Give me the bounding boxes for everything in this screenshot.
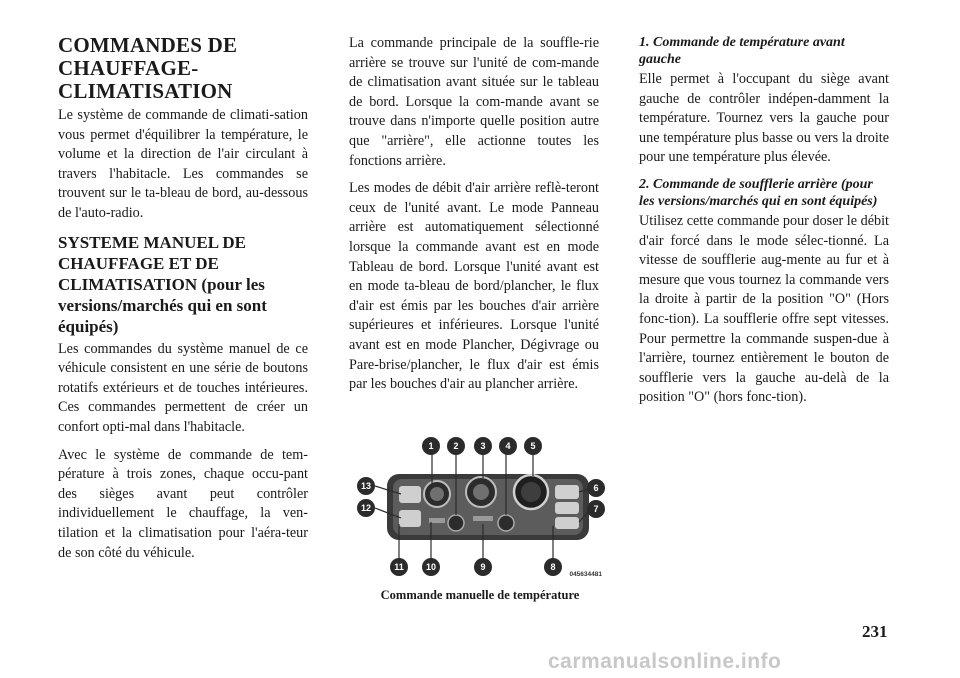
- right-seat-heat-button: [555, 485, 579, 499]
- ac-button: [555, 517, 579, 529]
- left-temp-knob-center: [430, 487, 444, 501]
- callout-7: [587, 500, 605, 518]
- panel-label-rear-control: [473, 516, 493, 521]
- column-left: [58, 34, 308, 571]
- column-middle: [349, 34, 599, 403]
- climate-control-figure: [349, 436, 611, 584]
- section-title: COMMANDES DE CHAUFFAGE-CLIMATISATION: [58, 33, 238, 103]
- left-mode-button: [399, 510, 421, 527]
- callout-6: [587, 479, 605, 497]
- column-right: [639, 34, 889, 416]
- figure-part-number: 045634481: [569, 571, 602, 578]
- callout-9: [474, 558, 492, 576]
- callout-12: [357, 499, 375, 517]
- section-heading-manual-system: SYSTEME MANUEL DE CHAUFFAGE ET DE CLIMATISATION (pour les versions/marchés qui en sont équipés): [58, 232, 267, 336]
- callout-8: [544, 558, 562, 576]
- svg-text:8: 8: [550, 562, 556, 572]
- callout-1: [422, 437, 440, 455]
- page-number: 231: [862, 622, 888, 641]
- watermark: carmanualsonline.info: [548, 650, 782, 673]
- svg-text:10: 10: [425, 562, 437, 572]
- rear-blower-control-paragraph: Utilisez cette commande pour doser le débit d'air forcé dans le mode sélec-tionné. La vitesse de soufflerie aug-mente au fur et à mesure que vous tournez la commande vers la droite à partir de la position "O" (Hors fonc-tion). La soufflerie offre sept vitesses. Pour permettre la commande suspen-due à l'arrière, tournez entièrement le bouton de soufflerie vers la gauche au-delà de la position "O" (hors fonc-tion).: [639, 212, 889, 406]
- right-temp-knob-center: [521, 482, 541, 502]
- intro-paragraph: Le système de commande de climati-sation vous permet d'équilibrer la température, le volume et la direction de l'air circulant à travers l'habitacle. Les commandes se trouvent sur le ta-bleau de bord, au-dessous de l'auto-radio.: [58, 107, 308, 221]
- left-seat-heat-button: [399, 486, 421, 503]
- svg-text:3: 3: [480, 441, 486, 451]
- subheading-left-temp-control: 1. Commande de température avant gauche: [639, 35, 845, 67]
- callout-11: [390, 558, 408, 576]
- svg-text:5: 5: [530, 441, 536, 451]
- subheading-rear-blower-control: 2. Commande de soufflerie arrière (pour les versions/marchés qui en sont équipés): [639, 176, 878, 209]
- svg-text:7: 7: [593, 504, 599, 514]
- rear-defrost-button: [555, 502, 579, 514]
- svg-text:12: 12: [360, 503, 372, 513]
- callout-2: [447, 437, 465, 455]
- svg-text:1: 1: [428, 441, 434, 451]
- left-temp-paragraph: Elle permet à l'occupant du siège avant gauche de contrôler indépen-damment la température. Tournez vers la gauche pour une température plus basse ou vers la droite pour une température plus élevée.: [639, 71, 889, 166]
- svg-text:6: 6: [593, 483, 599, 493]
- callout-3: [474, 437, 492, 455]
- svg-text:2: 2: [453, 441, 459, 451]
- callout-4: [499, 437, 517, 455]
- rear-airflow-paragraph: Les modes de débit d'air arrière reflè-teront ceux de l'unité avant. Le mode Panneau arrière est automatiquement sélectionné lorsque la commande avant est en mode Tableau de bord. Lorsque l'unité avant est en mode ta-bleau de bord/plancher, le flux d'air est émis par les bouches d'air arrière supérieures et inférieures. Lorsque l'unité avant est en mode Plancher, Dégivrage ou Pare-brise/plancher, le flux d'air est émis par les bouches d'air au plancher arrière.: [349, 180, 599, 393]
- svg-text:4: 4: [505, 441, 511, 451]
- small-knob-left: [448, 515, 464, 531]
- manual-system-paragraph: Les commandes du système manuel de ce véhicule consistent en une série de boutons rotatifs extérieurs et de touches intérieures. Ces commandes permettent de créer un confort opti-mal dans l'habitacle.: [58, 340, 308, 435]
- callout-10: [422, 558, 440, 576]
- svg-text:13: 13: [360, 481, 372, 491]
- figure-caption: Commande manuelle de température: [380, 588, 580, 602]
- rear-blower-paragraph: La commande principale de la souffle-rie arrière se trouve sur l'unité de com-mande de climatisation avant située sur le tableau de bord. Lorsque la com-mande avant se trouve dans n'importe quelle position autre que "arrière", elle actionne toutes les fonctions arrière.: [349, 35, 599, 169]
- callout-5: [524, 437, 542, 455]
- callout-13: [357, 477, 375, 495]
- three-zone-paragraph: Avec le système de commande de tem-pérature à trois zones, chaque occu-pant des sièges avant peut contrôler individuellement le chauffage, la ven-tilation et la climatisation pour l'aéra-teur de son côté du véhicule.: [58, 446, 308, 561]
- small-knob-right: [498, 515, 514, 531]
- rear-blower-knob-center: [473, 484, 489, 500]
- svg-text:11: 11: [394, 562, 404, 572]
- svg-text:9: 9: [480, 562, 486, 572]
- climate-control-panel-illustration: [349, 436, 611, 584]
